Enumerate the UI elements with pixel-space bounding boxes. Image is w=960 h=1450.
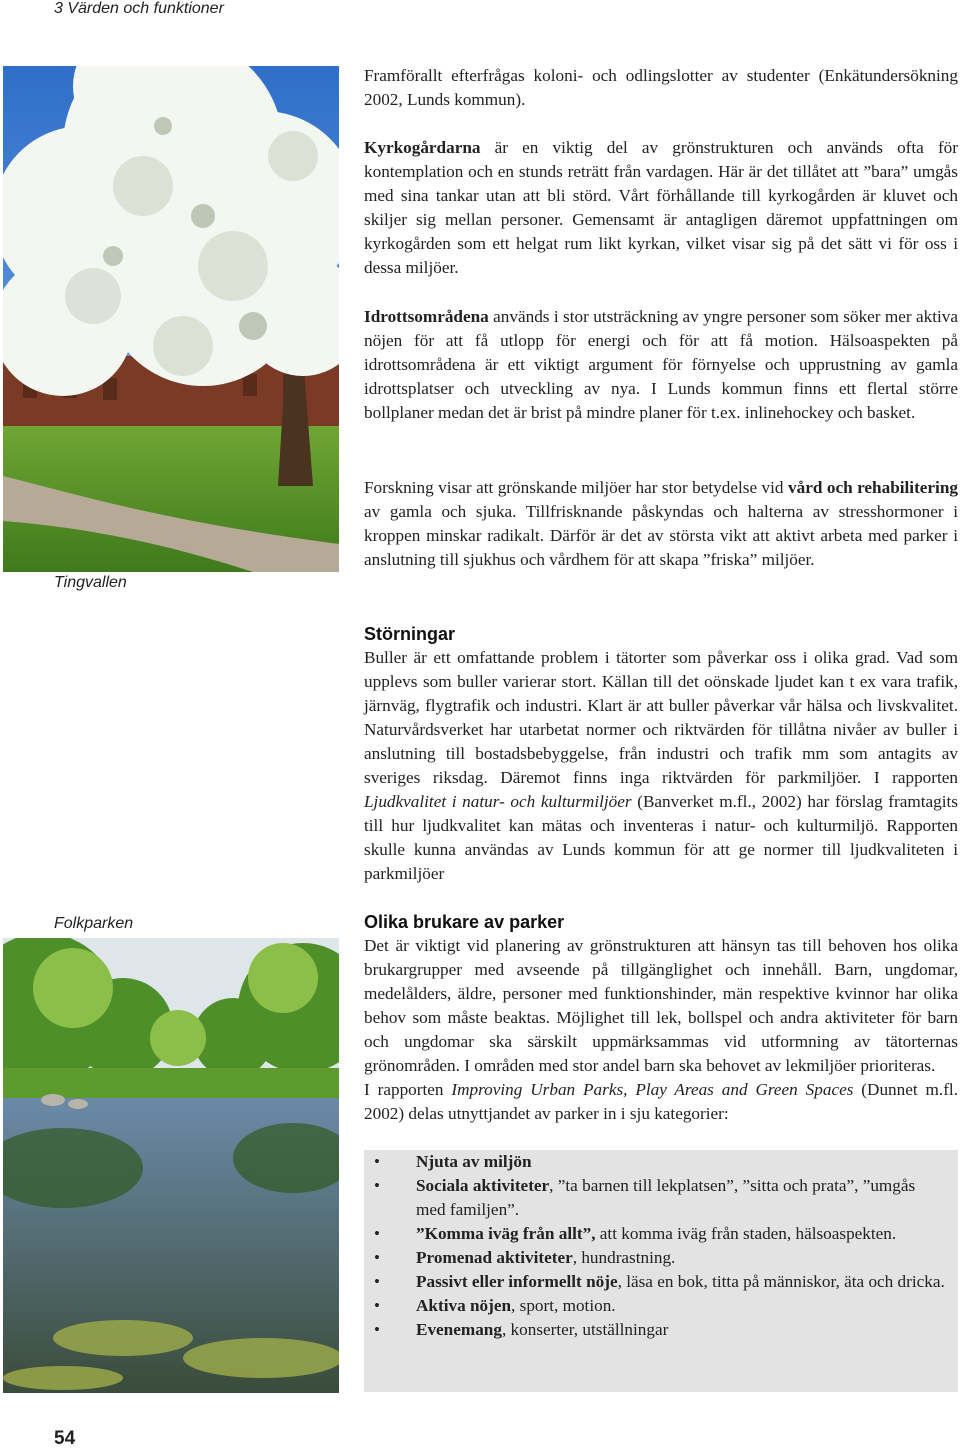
disturbances-report-title: Ljudkvalitet i natur- och kulturmiljöer (364, 792, 632, 811)
list-item: • ”Komma iväg från allt”, att komma iväg från staden, hälsoaspekten. (364, 1222, 958, 1246)
sports-paragraph (364, 305, 958, 425)
disturbances-section (364, 622, 958, 886)
users-heading: Olika brukare av parker (364, 912, 565, 932)
list-item: • Passivt eller informellt nöje, läsa en bok, titta på människor, äta och dricka. (364, 1270, 958, 1294)
list-item: • Njuta av miljön (364, 1150, 958, 1174)
users-text2-b: (Dunnet m.fl. 2002) delas utnyttjandet av parker in i sju kategorier: (364, 1080, 958, 1123)
list-item: • Evenemang, konserter, utställningar (364, 1318, 958, 1342)
care-paragraph (364, 476, 958, 572)
disturbances-text-a: Buller är ett omfattande problem i tätorter som påverkar oss i olika grad. Vad som upplevs som buller varierar stort. Källan till det oönskade ljudet kan t ex vara trafik, järnväg, flygtrafik och industri. Klart är att buller påverkar vår hälsa och livskvalitet. Naturvårdsverket har utarbetat normer och riktvärden för tillåtna nivåer av buller i anslutning till bostadsbebyggelse, från industri och trafik mm som antagits av sveriges riksdag. Däremot finns inga riktvärden för parkmiljöer. I rapporten (364, 648, 958, 787)
folkparken-caption: Folkparken (54, 915, 134, 932)
tingvallen-caption: Tingvallen (54, 574, 127, 591)
list-item: • Sociala aktiviteter, ”ta barnen till lekplatsen”, ”sitta och prata”, ”umgås med familjen”. (364, 1174, 958, 1222)
park-use-categories (364, 1150, 958, 1392)
care-keyword: vård och rehabilitering (788, 478, 958, 497)
list-item: • Promenad aktiviteter, hundrastning. (364, 1246, 958, 1270)
users-text: Det är viktigt vid planering av grönstrukturen att hänsyn tas till behoven hos olika brukargrupper med avseende på tillgänglighet och innehåll. Barn, ungdomar, medelålders, äldre, personer med funktionshinder, män respektive kvinnor har olika behov som måste beaktas. Möjlighet till lek, bollspel och andra aktiviteter för barn och ungdomar ska särskilt uppmärksammas vid utformning av tätorternas grönområden. I områden med stor andel barn ska behovet av lekmiljöer prioriteras. (364, 936, 958, 1075)
folkparken-photo (3, 938, 339, 1393)
intro-paragraph (364, 64, 958, 112)
sports-text: används i stor utsträckning av yngre personer som söker mer aktiva nöjen för att få utlopp för energi och för att få motion. Hälsoaspekten på idrottsområdena är ett viktigt argument för förnyelse och upprustning av gamla idrottsplatser och utveckling av nya. I Lunds kommun finns ett flertal större bollplaner medan det är brist på mindre planer för t.ex. inlinehockey och basket. (364, 307, 958, 422)
allotments-text: Framförallt efterfrågas koloni- och odlingslotter av studenter (Enkätundersökning 2002, Lunds kommun). (364, 66, 958, 109)
care-text-a: Forskning visar att grönskande miljöer har stor betydelse vid (364, 478, 788, 497)
list-item: • Aktiva nöjen, sport, motion. (364, 1294, 958, 1318)
cemeteries-keyword: Kyrkogårdarna (364, 138, 481, 157)
page-number: 54 (54, 1428, 76, 1449)
users-report-title: Improving Urban Parks, Play Areas and Green Spaces (451, 1080, 854, 1099)
cemeteries-paragraph (364, 136, 958, 280)
users-text2-a: I rapporten (364, 1080, 452, 1099)
cemeteries-text: är en viktig del av grönstrukturen och används ofta för kontemplation och en stunds reträtt från vardagen. Här är det tillåtet att ”bara” umgås med sina tankar utan att bli störd. Vårt förhållande till kyrkogården är kluvet och skiljer sig mellan personer. Gemensamt är antagligen däremot uppfattningen om kyrkogården som ett helgat rum likt kyrkan, vilket visar sig på det sätt vi för oss i dessa miljöer. (364, 138, 958, 277)
disturbances-text-b: (Banverket m.fl., 2002) har förslag framtagits till hur ljudkvalitet kan mätas och inventeras i natur- och kulturmiljö. Rapporten skulle kunna användas av Lunds kommun för att ge normer till ljudkvaliteten i parkmiljöer (364, 792, 958, 883)
chapter-header: 3 Värden och funktioner (54, 0, 224, 17)
care-text-b: av gamla och sjuka. Tillfrisknande påskyndas och halterna av stresshormoner i kroppen minskar radikalt. Därför är det av största vikt att aktivt arbeta med parker i anslutning till sjukhus och vårdhem för att skapa ”friska” miljöer. (364, 502, 958, 569)
users-section (364, 910, 958, 1126)
disturbances-heading: Störningar (364, 624, 456, 644)
sports-keyword: Idrottsområdena (364, 307, 489, 326)
tingvallen-photo (3, 66, 339, 572)
